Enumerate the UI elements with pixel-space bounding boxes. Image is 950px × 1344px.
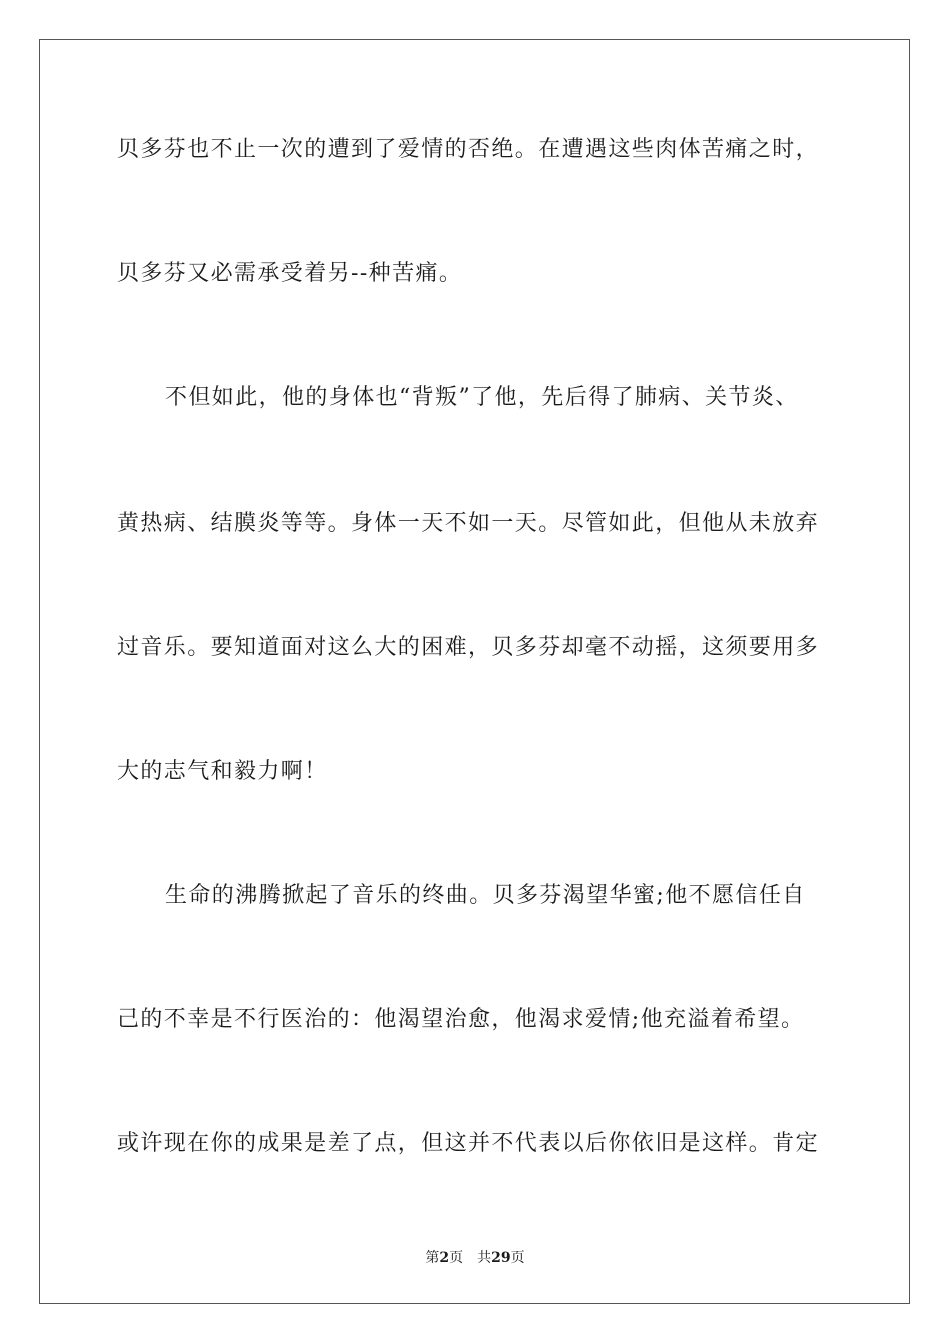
page-footer (0, 1247, 950, 1267)
text-line-6: 大的志气和毅力啊！ (117, 759, 328, 784)
text-line-3: 不但如此，他的身体也“背叛”了他，先后得了肺病、关节炎、 (165, 385, 799, 410)
text-line-7: 生命的沸腾掀起了音乐的终曲。贝多芬渴望华蜜;他不愿信任自 (165, 883, 806, 908)
text-line-8: 己的不幸是不行医治的：他渴望治愈，他渴求爱情;他充溢着希望。 (117, 1007, 805, 1032)
footer-total-prefix: 共 (477, 1250, 492, 1266)
footer-total-suffix: 页 (510, 1250, 525, 1266)
footer-page-prefix: 第 (425, 1250, 440, 1266)
footer-page-current: 2 (439, 1250, 450, 1266)
page-border (39, 39, 910, 1304)
footer-page-suffix: 页 (449, 1250, 464, 1266)
text-line-4: 黄热病、结膜炎等等。身体一天不如一天。尽管如此，但他从未放弃 (117, 511, 820, 536)
text-line-5: 过音乐。要知道面对这么大的困难，贝多芬却毫不动摇，这须要用多 (117, 635, 820, 660)
text-line-2: 贝多芬又必需承受着另--种苦痛。 (117, 261, 463, 286)
footer-page-total: 29 (491, 1250, 511, 1266)
text-line-9: 或许现在你的成果是差了点，但这并不代表以后你依旧是这样。肯定 (117, 1131, 820, 1156)
text-line-1: 贝多芬也不止一次的遭到了爱情的否绝。在遭遇这些肉体苦痛之时， (117, 137, 820, 162)
